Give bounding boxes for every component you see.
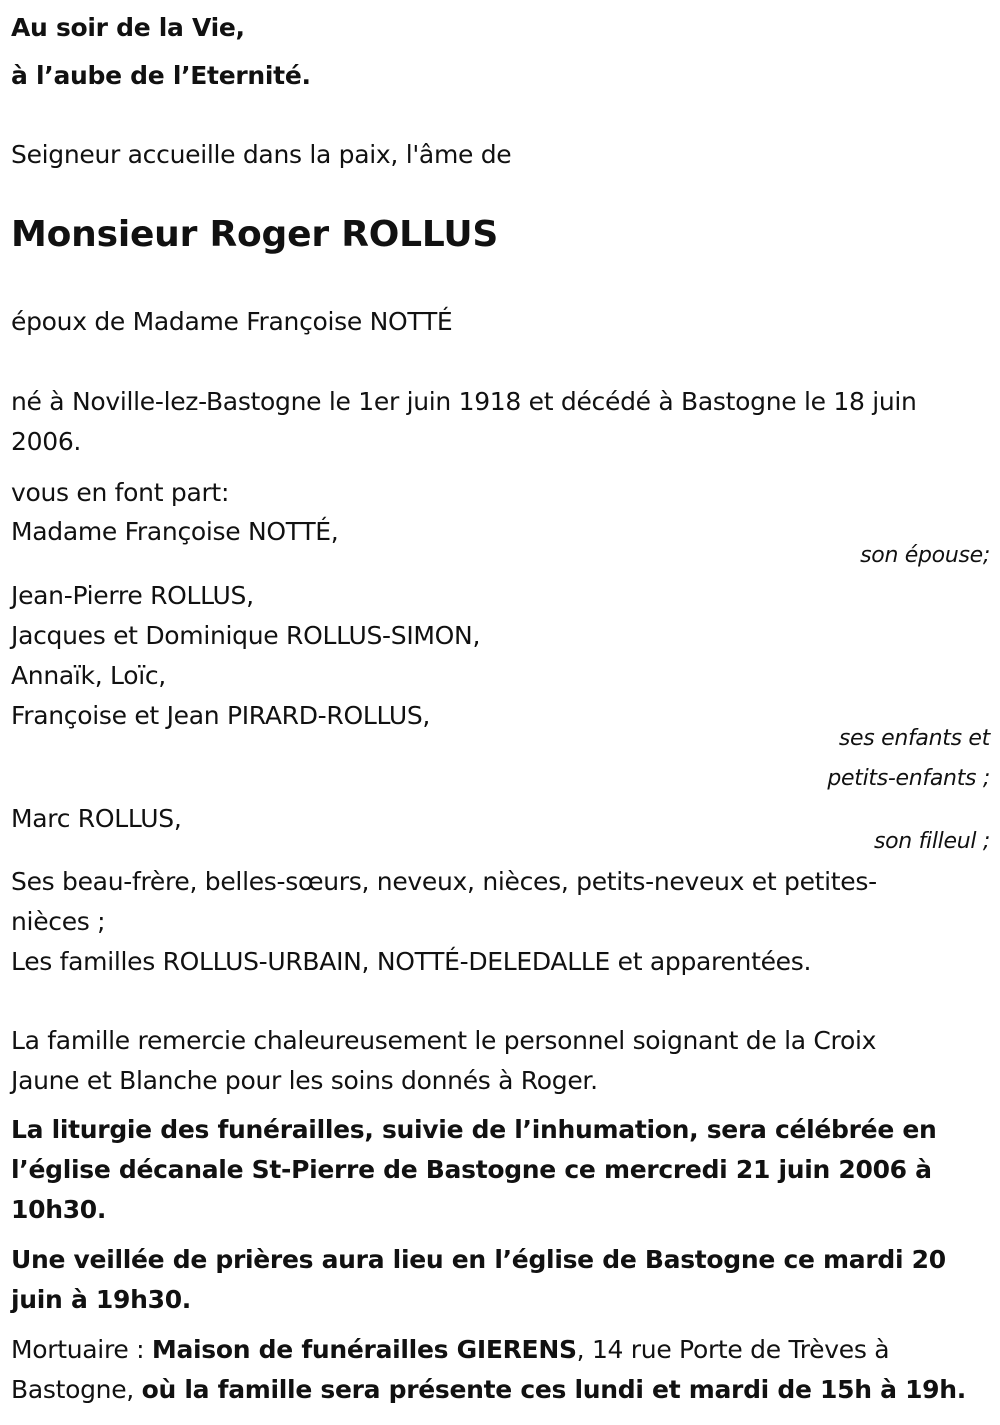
family-extended-line-2: nièces ; <box>11 907 106 936</box>
family-children-relation-1: ses enfants et <box>838 726 990 751</box>
birth-death-line-1: né à Noville-lez-Bastogne le 1er juin 1918 et décédé à Bastogne le 18 juin <box>11 387 917 416</box>
mortuary-label: Mortuaire : <box>11 1335 152 1364</box>
family-godson-relation: son filleul ; <box>873 829 990 854</box>
family-children-relation-2: petits-enfants ; <box>827 766 990 791</box>
family-child-4: Françoise et Jean PIRARD-ROLLUS, <box>11 701 431 730</box>
thanks-line-1: La famille remercie chaleureusement le personnel soignant de la Croix <box>11 1026 877 1055</box>
family-child-2: Jacques et Dominique ROLLUS-SIMON, <box>11 621 481 650</box>
mortuary-address-2: Bastogne, <box>11 1375 142 1404</box>
family-godson-name: Marc ROLLUS, <box>11 804 182 833</box>
mortuary-presence: où la famille sera présente ces lundi et mardi de 15h à 19h. <box>141 1375 966 1404</box>
mortuary-line-2 <box>11 1370 966 1410</box>
header-line-1: Au soir de la Vie, <box>11 13 245 42</box>
family-spouse-relation: son épouse; <box>860 543 990 568</box>
header-line-2: à l’aube de l’Eternité. <box>11 61 311 90</box>
funeral-line-3: 10h30. <box>11 1195 107 1224</box>
intro-text: Seigneur accueille dans la paix, l'âme de <box>11 140 512 169</box>
deceased-name: Monsieur Roger ROLLUS <box>11 214 499 255</box>
funeral-line-2: l’église décanale St-Pierre de Bastogne ce mercredi 21 juin 2006 à <box>11 1155 932 1184</box>
family-child-1: Jean-Pierre ROLLUS, <box>11 581 254 610</box>
thanks-line-2: Jaune et Blanche pour les soins donnés à Roger. <box>11 1066 598 1095</box>
announcement-intro: vous en font part: <box>11 478 230 507</box>
family-extended-line-1: Ses beau-frère, belles-sœurs, neveux, nièces, petits-neveux et petites- <box>11 867 877 896</box>
funeral-line-1: La liturgie des funérailles, suivie de l’inhumation, sera célébrée en <box>11 1115 937 1144</box>
family-families: Les familles ROLLUS-URBAIN, NOTTÉ-DELEDALLE et apparentées. <box>11 947 812 976</box>
family-child-3: Annaïk, Loïc, <box>11 661 166 690</box>
vigil-line-2: juin à 19h30. <box>11 1285 191 1314</box>
birth-death-line-2: 2006. <box>11 427 82 456</box>
family-spouse-name: Madame Françoise NOTTÉ, <box>11 517 339 546</box>
mortuary-line-1 <box>11 1330 889 1370</box>
spouse-line: époux de Madame Françoise NOTTÉ <box>11 307 453 336</box>
mortuary-address-1: , 14 rue Porte de Trèves à <box>576 1335 890 1364</box>
vigil-line-1: Une veillée de prières aura lieu en l’église de Bastogne ce mardi 20 <box>11 1245 946 1274</box>
mortuary-place: Maison de funérailles GIERENS <box>151 1335 577 1364</box>
